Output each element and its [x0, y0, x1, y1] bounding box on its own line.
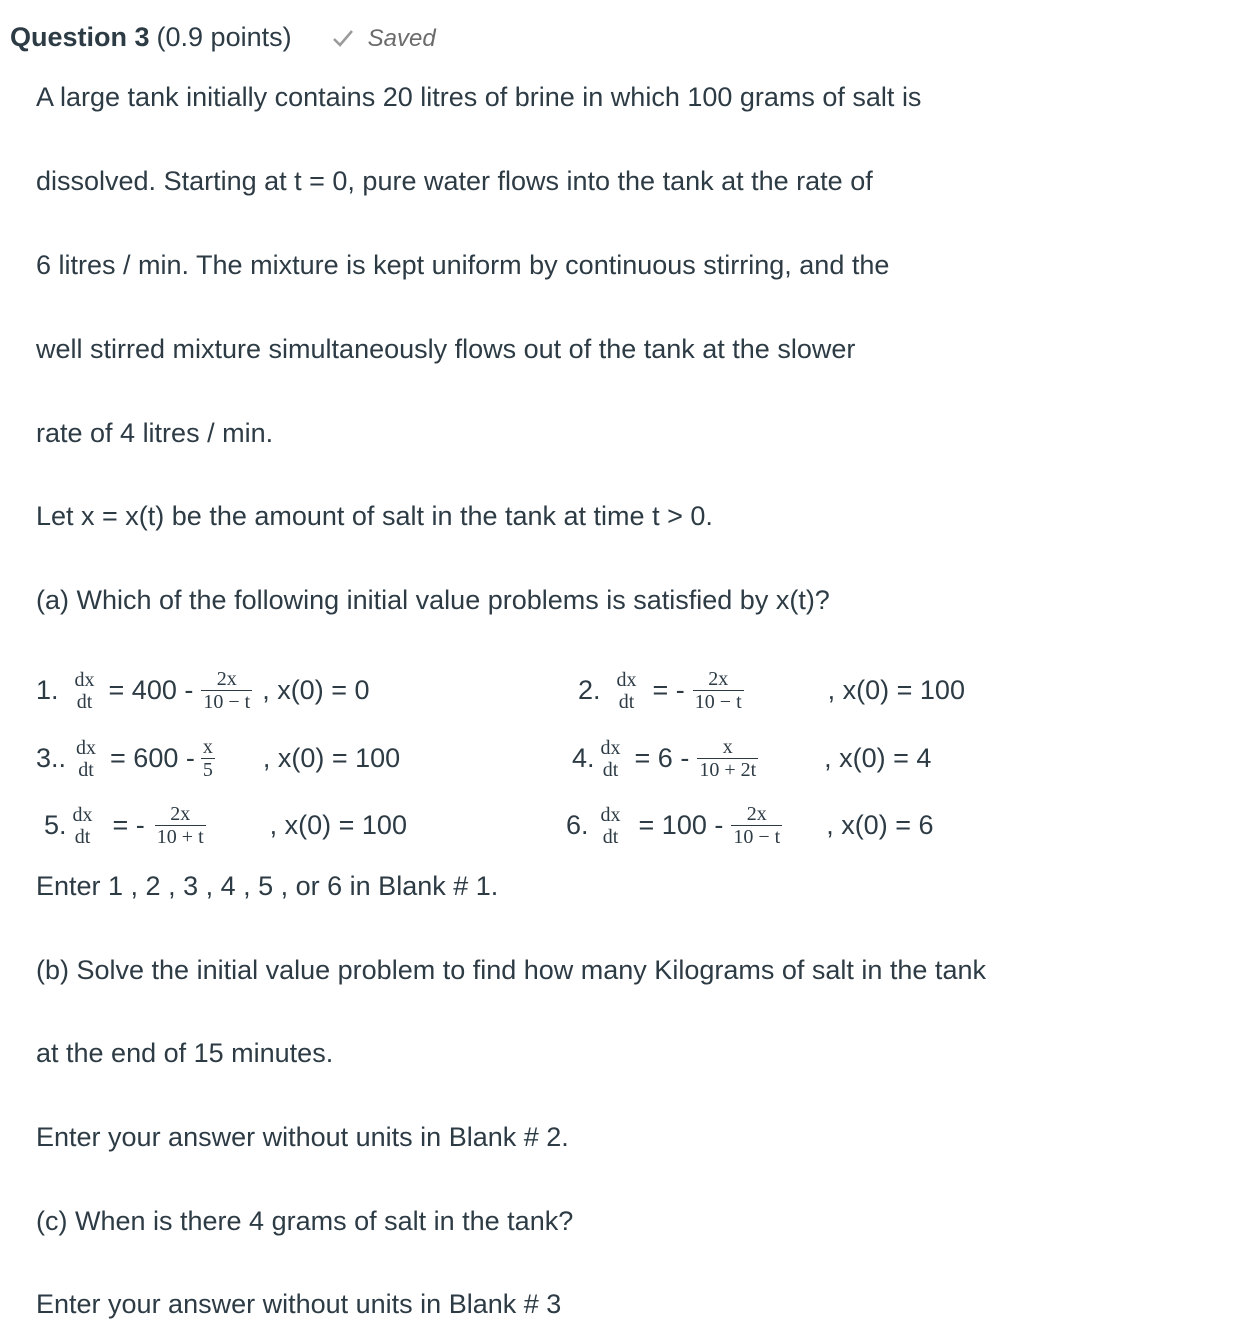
option-2: [578, 668, 965, 713]
derivative-fraction: [73, 669, 97, 713]
derivative-fraction: [74, 737, 98, 781]
rhs-fraction: [693, 668, 744, 713]
problem-text-line: well stirred mixture simultaneously flows out of the tank at the slower: [36, 334, 856, 364]
equation-operator: = 6 -: [634, 743, 690, 773]
question-title: Question 3: [10, 22, 150, 52]
equation-operator: = 400 -: [108, 675, 194, 705]
option-number: 6.: [566, 810, 589, 840]
fraction-numerator: x: [202, 736, 213, 758]
option-1: [36, 668, 369, 713]
fraction-numerator: 2x: [746, 803, 767, 825]
fraction-denominator: 10 − t: [203, 691, 251, 713]
fraction-numerator: 2x: [170, 803, 191, 825]
fraction-numerator: dx: [616, 668, 637, 691]
option-5: [44, 803, 407, 848]
problem-text-line: A large tank initially contains 20 litres of brine in which 100 grams of salt is: [36, 82, 922, 112]
option-number: 4.: [572, 743, 595, 773]
equation-operator: = -: [112, 810, 145, 840]
fraction-denominator: dt: [602, 758, 619, 781]
fraction-numerator: 2x: [708, 668, 729, 690]
derivative-fraction: [599, 804, 623, 848]
derivative-fraction: [615, 669, 639, 713]
problem-text-line: rate of 4 litres / min.: [36, 418, 274, 448]
fraction-numerator: dx: [72, 803, 93, 826]
rhs-fraction: [155, 803, 206, 848]
rhs-fraction: [201, 736, 215, 781]
fraction-numerator: dx: [600, 803, 621, 826]
fraction-denominator: dt: [618, 690, 635, 713]
part-b-question: (b) Solve the initial value problem to find how many Kilograms of salt in the tank: [36, 955, 986, 985]
saved-label: Saved: [367, 25, 436, 52]
fraction-numerator: dx: [74, 668, 95, 691]
initial-condition: , x(0) = 100: [262, 743, 401, 773]
part-c-question: (c) When is there 4 grams of salt in the tank?: [36, 1206, 574, 1236]
option-number: 5.: [44, 810, 67, 840]
question-points: (0.9 points): [156, 22, 292, 52]
derivative-fraction: [599, 737, 623, 781]
initial-condition: , x(0) = 100: [827, 675, 965, 705]
problem-text-line: Let x = x(t) be the amount of salt in the tank at time t > 0.: [36, 501, 713, 531]
equation-operator: = 100 -: [638, 810, 724, 840]
fraction-numerator: 2x: [216, 668, 237, 690]
question-header: [10, 22, 436, 53]
initial-condition: , x(0) = 4: [824, 743, 932, 773]
part-a-question: (a) Which of the following initial value problems is satisfied by x(t)?: [36, 585, 830, 615]
option-6: [566, 803, 933, 848]
check-icon: [332, 25, 354, 47]
problem-text-line: 6 litres / min. The mixture is kept uniform by continuous stirring, and the: [36, 250, 890, 280]
option-number: 1.: [36, 675, 59, 705]
fraction-denominator: dt: [78, 758, 94, 781]
blank-3-instruction: Enter your answer without units in Blank # 3: [36, 1289, 562, 1319]
fraction-denominator: dt: [76, 690, 93, 713]
blank-1-instruction: Enter 1 , 2 , 3 , 4 , 5 , or 6 in Blank # 1.: [36, 871, 499, 901]
equation-operator: = 600 -: [110, 743, 195, 773]
option-number: 3..: [36, 743, 67, 773]
fraction-denominator: 10 − t: [694, 691, 742, 713]
fraction-denominator: 10 + 2t: [699, 759, 757, 781]
fraction-numerator: dx: [600, 736, 621, 759]
fraction-denominator: 10 − t: [733, 826, 781, 848]
fraction-numerator: x: [722, 736, 733, 758]
initial-condition: , x(0) = 0: [262, 675, 370, 705]
fraction-denominator: dt: [74, 825, 91, 848]
derivative-fraction: [71, 804, 95, 848]
fraction-denominator: dt: [602, 825, 619, 848]
saved-status: [332, 22, 436, 53]
initial-condition: , x(0) = 6: [826, 810, 934, 840]
option-number: 2.: [578, 675, 601, 705]
rhs-fraction: [697, 736, 758, 781]
blank-2-instruction: Enter your answer without units in Blank # 2.: [36, 1122, 569, 1152]
problem-text-line: dissolved. Starting at t = 0, pure water flows into the tank at the rate of: [36, 166, 873, 196]
fraction-numerator: dx: [76, 736, 97, 759]
initial-condition: , x(0) = 100: [269, 810, 407, 840]
equation-operator: = -: [652, 675, 685, 705]
option-4: [572, 736, 931, 781]
option-3: [36, 736, 400, 781]
rhs-fraction: [201, 668, 252, 713]
fraction-denominator: 10 + t: [156, 826, 204, 848]
part-b-question-cont: at the end of 15 minutes.: [36, 1038, 334, 1068]
fraction-denominator: 5: [202, 759, 213, 781]
rhs-fraction: [731, 803, 782, 848]
